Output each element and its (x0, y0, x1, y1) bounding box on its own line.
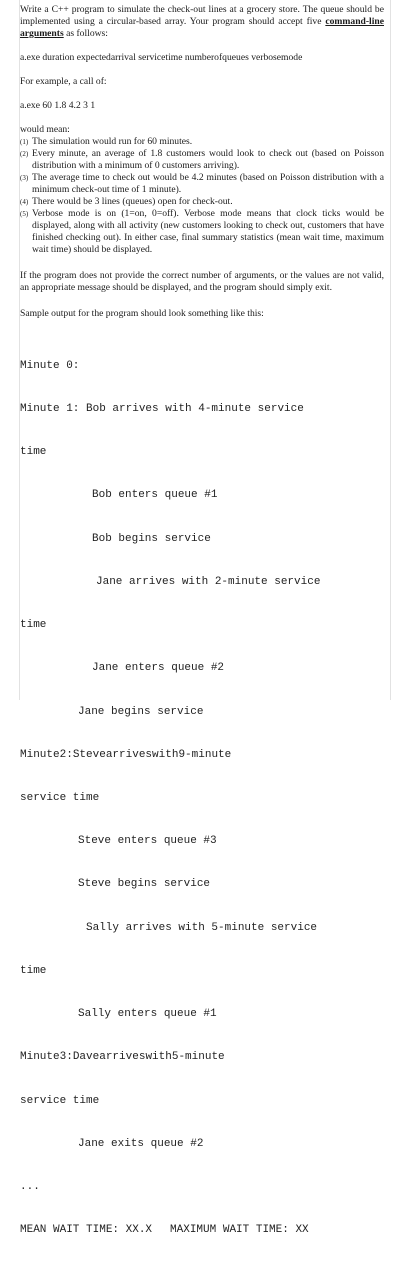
output-line: service time (20, 1094, 100, 1107)
list-item (20, 172, 384, 196)
list-item-number: (5) (20, 210, 29, 218)
list-item-number: (3) (20, 174, 29, 182)
list-item-text: There would be 3 lines (queues) open for check-out. (32, 196, 233, 207)
output-line: Steve enters queue #3 (78, 835, 217, 848)
output-line: Sally arrives with 5-minute service (86, 921, 318, 934)
list-item (20, 148, 384, 172)
intro-text-start: Write a C++ program to simulate the check-out lines at a grocery store. The queue should be implemented using a circular-based array. Your program should accept five (20, 4, 384, 27)
example-label: For example, a call of: (20, 76, 107, 87)
list-item-text: Every minute, an average of 1.8 customers would look to check out (based on Poisson distribution with a minimum of 0 customers arriving). (32, 148, 384, 171)
intro-text-end: as follows: (63, 28, 108, 39)
output-line: time (20, 446, 47, 459)
example-call: a.exe 60 1.8 4.2 3 1 (20, 100, 96, 111)
output-line (20, 1223, 384, 1237)
sample-output-block (20, 330, 384, 1266)
command-line-arguments-link[interactable]: command-line arguments (20, 16, 384, 39)
document-page (19, 0, 391, 1237)
maximum-wait-time: MAXIMUM WAIT TIME: XX (170, 1224, 309, 1237)
list-item-number: (4) (20, 198, 29, 206)
sample-output-intro: Sample output for the program should look something like this: (20, 308, 264, 319)
mean-wait-time: MEAN WAIT TIME: XX.X (20, 1224, 153, 1237)
output-line: Jane exits queue #2 (78, 1137, 204, 1150)
list-item (20, 136, 384, 148)
output-line: Minute 1: Bob arrives with 4-minute service (20, 403, 304, 416)
output-word: 5-minute (171, 1051, 225, 1064)
output-word: Steve (72, 748, 106, 761)
output-word: 3: (59, 1051, 73, 1064)
output-line: ... (20, 1180, 40, 1193)
output-line (20, 748, 384, 762)
output-line: service time (20, 792, 100, 804)
list-item-text: The simulation would run for 60 minutes. (32, 136, 193, 147)
output-word: arrives (105, 748, 153, 761)
output-word: 2: (59, 748, 73, 761)
output-line (20, 1050, 384, 1064)
output-word: with (145, 1051, 172, 1064)
list-item-text: The average time to check out would be 4.2 minutes (based on Poisson distribution with a minimum check-out time of 1 minute). (32, 172, 384, 195)
output-word: Dave (72, 1051, 100, 1064)
list-item (20, 208, 384, 256)
argument-list (20, 136, 384, 256)
output-line: time (20, 964, 47, 977)
output-line: Bob begins service (92, 532, 211, 545)
output-word: 9-minute (178, 748, 232, 761)
list-item-number: (1) (20, 138, 29, 146)
output-word: with (152, 748, 179, 761)
invalid-arguments-paragraph: If the program does not provide the correct number of arguments, or the values are not valid, an appropriate message should be displayed, and the program should simply exit. (20, 270, 384, 293)
output-line: Steve begins service (78, 878, 211, 891)
output-line: time (20, 619, 47, 632)
output-word: Minute (20, 748, 60, 761)
output-line: Jane arrives with 2-minute service (96, 575, 321, 588)
usage-line: a.exe duration expectedarrival servicetime numberofqueues verbosemode (20, 52, 303, 63)
would-mean-label: would mean: (20, 124, 70, 135)
output-line: Jane enters queue #2 (92, 662, 225, 675)
list-item-number: (2) (20, 150, 29, 158)
output-word: Minute (20, 1051, 60, 1064)
output-line: Bob enters queue #1 (92, 489, 218, 502)
output-line: Jane begins service (78, 705, 204, 718)
list-item (20, 196, 384, 208)
output-line: Sally enters queue #1 (78, 1008, 217, 1021)
output-line: Minute 0: (20, 359, 80, 372)
output-word: arrives (99, 1051, 146, 1064)
intro-paragraph (20, 4, 384, 40)
list-item-text: Verbose mode is on (1=on, 0=off). Verbose mode means that clock ticks would be displayed, along with all activity (new customers looking to check out, customers that have finished checking out). In either case, final summary statistics (mean wait time, maximum wait time) should be displayed. (32, 208, 384, 255)
